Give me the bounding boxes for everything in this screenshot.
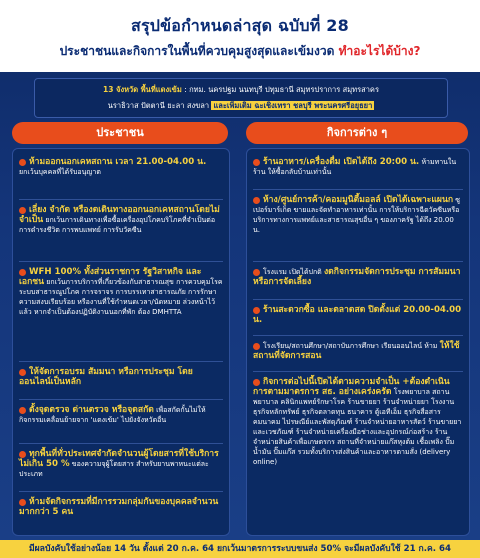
bullet-icon: [253, 197, 260, 204]
bullet-icon: [19, 451, 26, 458]
business-item: ร้านอาหาร/เครื่องดื่ม เปิดได้ถึง 20:00 น. ห้ามทานในร้าน ให้ซื้อกลับบ้านเท่านั้น: [253, 157, 457, 176]
people-item: ให้จัดการอบรม สัมมนา หรือการประชุม โดยออนไลน์เป็นหลัก: [19, 367, 193, 387]
divider: [19, 491, 223, 492]
zone-list-2: นราธิวาส ปัตตานี ยะลา สงขลา: [107, 101, 210, 110]
business-item: ร้านสะดวกซื้อ และตลาดสด ปิดตั้งแต่ 20.00-04.00 น.: [253, 305, 462, 325]
business-panel: [246, 148, 470, 536]
divider: [19, 261, 223, 262]
business-item: ห้าง/ศูนย์การค้า/คอมมูนิตี้มอลล์ เปิดได้เฉพาะแผนก ซูเปอร์มาร์เก็ต ขายและจัดทำอาหารเท่านั้น การให้บริการฉีดวัคซีนหรือบริการทางการแพทย์และสาธารณสุขอื่น ๆ ของภาครัฐ ได้ถึง 20.00 น.: [253, 195, 461, 234]
people-item: WFH 100% ทั้งส่วนราชการ รัฐวิสาหกิจ และเอกชน ยกเว้นการบริการที่เกี่ยวข้องกับสาธารณสุข การควบคุมโรค ระบบสาธารณูปโภค การจราจร การบรรเทาสาธารณภัย การรักษาความสงบเรียบร้อย หรืองานที่ใช้กำหนดเวลา/นัดหมาย ล่วงหน้าไว้แล้ว หากจำเป็นต้องปฏิบัติงานนอกที่พัก ต้อง DMHTTA: [19, 267, 223, 316]
divider: [253, 189, 463, 190]
zone-box: [34, 78, 448, 118]
people-item: ตั้งจุดตรวจ ด่านตรวจ หรือจุดสกัด เพื่อสกัดกั้นไม่ให้กิจกรรมเคลื่อนย้ายจาก 'แดงเข้ม' ไปยังจังหวัดอื่น: [19, 405, 206, 424]
bullet-icon: [253, 343, 260, 350]
business-column-title: กิจการต่าง ๆ: [246, 122, 468, 144]
bullet-icon: [253, 159, 260, 166]
bullet-icon: [19, 499, 26, 506]
business-item: กิจการต่อไปนี้เปิดได้ตามความจำเป็น +ต้องดำเนินการตามมาตรการ สธ. อย่างเคร่งครัด โรงพยาบาล สถานพยาบาล คลินิกแพทย์รักษาโรค ร้านขายยา ร้านจำหน่ายยา โรงงาน ธุรกิจหลักทรัพย์ ธุรกิจตลาดทุน ธนาคาร ตู้เอทีเอ็ม ธุรกิจสื่อสารคมนาคม ไปรษณีย์และพัสดุภัณฑ์ ร้านจำหน่ายอาหารสัตว์ ร้านขายยาและเวชภัณฑ์ ร้านจำหน่ายเครื่องมือช่างและอุปกรณ์ก่อสร้าง ร้านจำหน่ายสินค้าเพื่อเกษตรกร สถานที่จำหน่ายแก๊สหุงต้ม เชื้อเพลิง ปั๊มน้ำมัน ปั๊มแก๊ส รวมทั้งบริการส่งสินค้าและอาหารตามสั่ง (delivery online): [253, 377, 462, 466]
header: [0, 0, 480, 72]
divider: [19, 199, 223, 200]
zone-highlight: และเพิ่มเติม ฉะเชิงเทรา ชลบุรี พระนครศรีอยุธยา: [213, 101, 373, 110]
bullet-icon: [19, 407, 26, 414]
divider: [253, 335, 463, 336]
divider: [19, 361, 223, 362]
divider: [253, 371, 463, 372]
bullet-icon: [19, 207, 26, 214]
people-item: ห้ามออกนอกเคหสถาน เวลา 21.00-04.00 น. ยกเว้นบุคคลที่ได้รับอนุญาต: [19, 157, 207, 176]
people-item: ห้ามจัดกิจกรรมที่มีการรวมกลุ่มกันของบุคคลจำนวนมากกว่า 5 คน: [19, 497, 219, 517]
bullet-icon: [19, 159, 26, 166]
bullet-icon: [253, 307, 260, 314]
divider: [253, 299, 463, 300]
page-subtitle: [0, 42, 480, 61]
subtitle-accent: ทำอะไรได้บ้าง?: [338, 44, 421, 58]
people-item: ทุกพื้นที่ทั่วประเทศจำกัดจำนวนผู้โดยสารที่ใช้บริการไม่เกิน 50 % ของความจุผู้โดยสาร สำหรับยานพาหนะแต่ละประเภท: [19, 449, 219, 478]
people-column-title: ประชาชน: [12, 122, 228, 144]
subtitle-main: ประชาชนและกิจการในพื้นที่ควบคุมสูงสุดและเข้มงวด: [59, 44, 335, 58]
zone-list-1: : กทม. นครปฐม นนทบุรี ปทุมธานี สมุทรปราการ สมุทรสาคร: [184, 85, 379, 94]
bullet-icon: [19, 369, 26, 376]
footer-banner: มีผลบังคับใช้อย่างน้อย 14 วัน ตั้งแต่ 20 ก.ค. 64 ยกเว้นมาตรการระบบขนส่ง 50% จะมีผลบังคับใช้ 21 ก.ค. 64: [0, 540, 480, 558]
people-item: เลี่ยง จำกัด หรืองดเดินทางออกนอกเคหสถานโดยไม่จำเป็น ยกเว้นการเดินทางเพื่อซื้อเครื่องอุปโภคบริโภคที่จำเป็นต่อการดำรงชีวิต การพบแพทย์ การรับวัคซีน: [19, 205, 220, 234]
business-item: โรงเรียน/สถานศึกษา/สถาบันการศึกษา เรียนออนไลน์ ห้าม ให้ใช้สถานที่จัดการสอน: [253, 341, 460, 361]
zone-line-1: [35, 84, 447, 96]
page-title: สรุปข้อกำหนดล่าสุด ฉบับที่ 28: [131, 16, 349, 35]
bullet-icon: [19, 269, 26, 276]
divider: [19, 443, 223, 444]
zone-line-2: [35, 100, 447, 112]
divider: [253, 261, 463, 262]
bullet-icon: [253, 379, 260, 386]
bullet-icon: [253, 269, 260, 276]
divider: [19, 399, 223, 400]
people-panel: [12, 148, 230, 536]
business-item: โรงแรม เปิดได้ปกติ งดกิจกรรมจัดการประชุม การสัมมนา หรือการจัดเลี้ยง: [253, 267, 461, 287]
zone-label: 13 จังหวัด พื้นที่แดงเข้ม: [103, 85, 182, 94]
